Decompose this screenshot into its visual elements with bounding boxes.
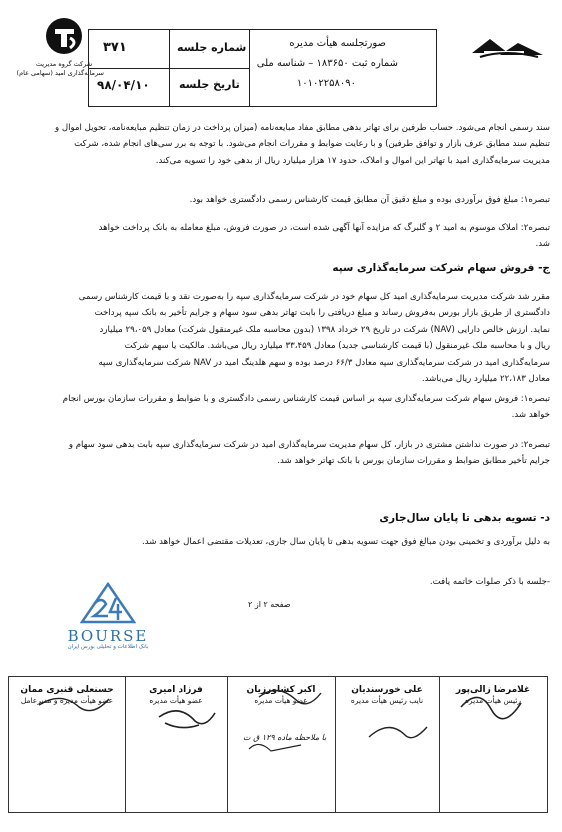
meeting-date: ۹۸/۰۴/۱۰ [97, 78, 150, 92]
meeting-date-label: تاریخ جلسه [179, 78, 240, 91]
meeting-number-label: شماره جلسه [177, 41, 247, 54]
section-c-note-2 [10, 437, 550, 470]
section-c-heading: ج- فروش سهام شرکت سرمایه‌گذاری سپه [332, 262, 550, 274]
text-line: خواهد شد. [511, 410, 550, 421]
signer-name: حسنعلی قنبری ممان [20, 685, 114, 695]
section-c-note-1 [10, 391, 550, 424]
text-line: تبصره۲: در صورت نداشتن مشتری در بازار، کل سهام مدیریت سرمایه‌گذاری امید در شرکت سرمایه‌گذاری سپه بابت بدهی سود سهام و [68, 440, 550, 450]
signer-role: نایب رئیس هیأت مدیره [350, 696, 424, 705]
text-line: شد. [535, 239, 550, 250]
bourse-mark-icon [80, 582, 136, 624]
text-line: مدیریت سرمایه‌گذاری امید با تهاتر این اموال و املاک، حدود ۱۷ هزار میلیارد ریال از بدهی خود را تسویه می‌کند. [155, 155, 550, 166]
text-line: تبصره۲: املاک موسوم به امید ۲ و گلبرگ که مزایده آنها آگهی شده است، در صورت فروش، مبلغ معامله به بانک پرداخت خواهد [98, 223, 550, 233]
text-line: تنظیم سند مطابق عرف بازار و توافق طرفین) و با رعایت ضوابط و مقررات انجام می‌شود. با توجه به برر سی‌های انجام شده، شرکت [74, 139, 550, 150]
signer-name: علی خورسندیان [351, 685, 423, 695]
signer-role: عضو هیأت مدیره [254, 696, 308, 705]
company-name-line1: شرکت گروه مدیریت [35, 60, 93, 68]
text-line: جرایم تأخیر مطابق ضوابط و مقررات سازمان بورس با بانک تهاتر خواهد شد. [277, 456, 550, 467]
registration-line: شماره ثبت ۱۸۳۶۵۰ – شناسه ملی [256, 58, 398, 69]
signer-name: اکبر کشاورزیان [246, 685, 316, 695]
text-line: سند رسمی انجام می‌شود. حساب طرفین برای تهاتر بدهی مطابق مفاد مبایعه‌نامه (میزان پرداخت در زمان تنظیم مبایعه‌نامه، تحویل اموال و [54, 123, 550, 133]
text-line: -جلسه با ذکر صلوات خاتمه یافت. [429, 577, 550, 587]
signer-role: عضو هیأت مدیره و مدیرعامل [20, 696, 114, 705]
company-name-line2: سرمایه‌گذاری امید (سهامی عام) [16, 69, 104, 77]
text-line: تبصره۱: مبلغ فوق برآوردی بوده و مبلغ دقیق آن مطابق قیمت کارشناس رسمی دادگستری خواهد بود. [189, 195, 550, 205]
text-line: دادگستری از طریق بازار بورس به‌فروش رساند و مبلغ دریافتی را بابت تهاتر بدهی سود سهام و جرایم تأخیر به بانک سپه پرداخت [94, 308, 550, 319]
national-id: ۱۰۱۰۲۲۵۸۰۹۰ [296, 78, 356, 89]
signer-name: فرزاد امیری [149, 685, 203, 695]
signer-role: رئیس هیأت مدیره [465, 696, 521, 705]
meeting-header-box [88, 29, 437, 107]
note-2 [10, 220, 550, 253]
section-d-paragraph [10, 534, 550, 550]
section-c-paragraph [10, 289, 550, 387]
signature-box [8, 676, 548, 813]
intro-paragraph [10, 120, 550, 169]
signer-name: غلامرضا زالی‌پور [455, 685, 531, 695]
text-line: تبصره۱: فروش سهام شرکت سرمایه‌گذاری سپه بر اساس قیمت کارشناس رسمی دادگستری و با ضوابط و مقررات سازمان بورس انجام [62, 394, 550, 404]
text-line: به دلیل برآوردی و تخمینی بودن مبالغ فوق جهت تسویه بدهی تا پایان سال جاری، تعدیلات مقتضی اعمال خواهد شد. [141, 537, 550, 547]
page-title: صورتجلسه هیأت مدیره [289, 38, 386, 49]
omid-emblem-logo [470, 33, 545, 61]
text-line: معادل ۲۲،۱۸۳ میلیارد ریال می‌باشد. [421, 374, 550, 385]
handwritten-signatures-icon [9, 677, 547, 812]
text-line: مقرر شد شرکت مدیریت سرمایه‌گذاری امید کل سهام خود در شرکت سرمایه‌گذاری سپه را به‌صورت نقد و با قیمت کارشناس رسمی [78, 292, 550, 302]
signer-role: عضو هیأت مدیره [149, 696, 203, 705]
bourse-logo [58, 582, 158, 662]
text-line: نماید. ارزش خالص دارایی (NAV) شرکت در تاریخ ۲۹ خرداد ۱۳۹۸ (بدون محاسبه ملک غیرمنقول شرکت) معادل ۲۹،۰۵۹ میلیارد [99, 324, 550, 335]
page-number: صفحه ۲ از ۲ [248, 600, 291, 609]
note-1 [10, 192, 550, 208]
section-d-heading: د- تسویه بدهی تا پایان سال‌جاری [379, 512, 550, 524]
handwritten-note: با ملاحظه ماده ۱۲۹ ق ت [243, 733, 327, 742]
bourse-subtitle: بانک اطلاعات و تحلیلی بورس ایران [67, 644, 149, 650]
group-logo-icon [44, 16, 84, 56]
text-line: سرمایه‌گذاری امید در شرکت سرمایه‌گذاری سپه معادل ۶۶/۳ درصد بوده و سهم هلدینگ امید در NAV شرکت سرمایه‌گذاری سپه [98, 357, 550, 368]
meeting-number: ۳۷۱ [103, 40, 127, 55]
text-line: ریال و با محاسبه ملک غیرمنقول (با قیمت کارشناسی جدید) معادل ۳۳،۴۵۹ میلیارد ریال می‌باشد. مالکیت یا سهم شرکت [124, 341, 550, 352]
bourse-wordmark: BOURSE [67, 627, 149, 645]
